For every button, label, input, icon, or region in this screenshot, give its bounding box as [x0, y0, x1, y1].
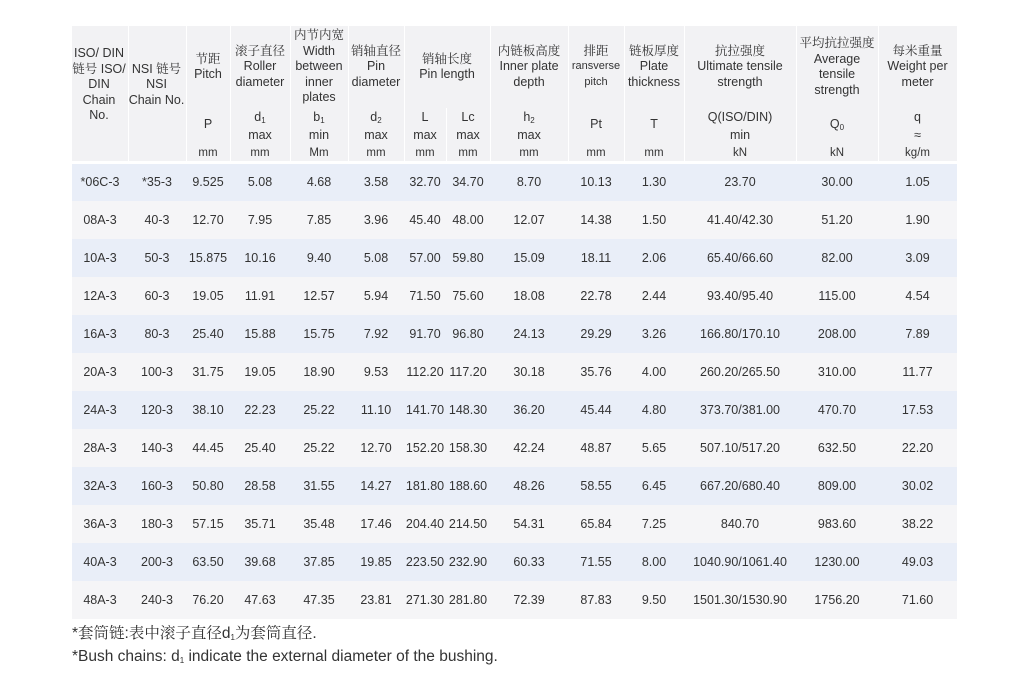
table-cell: 58.55 — [568, 467, 624, 505]
header-col-2 — [290, 26, 348, 108]
header-symbol — [878, 108, 957, 144]
table-row — [72, 163, 957, 201]
symbol-qualifier: max — [517, 127, 541, 142]
table-cell: 158.30 — [446, 429, 490, 467]
symbol-text — [405, 110, 446, 128]
symbol-main: T — [650, 117, 658, 131]
table-cell: 470.70 — [796, 391, 878, 429]
header-pin-length — [404, 26, 490, 108]
table-row — [72, 391, 957, 429]
header-cn: 销轴长度 — [422, 51, 473, 66]
symbol-sub: 2 — [530, 115, 535, 125]
table-cell: 6.45 — [624, 467, 684, 505]
header-symbol — [404, 108, 446, 144]
table-cell: 30.18 — [490, 353, 568, 391]
table-cell: 75.60 — [446, 277, 490, 315]
table-cell: 100-3 — [128, 353, 186, 391]
table-cell: 96.80 — [446, 315, 490, 353]
header-en: Roller diameter — [235, 59, 285, 89]
table-cell: 37.85 — [290, 543, 348, 581]
table-cell: 25.40 — [186, 315, 230, 353]
table-cell: 30.02 — [878, 467, 957, 505]
table-cell: 63.50 — [186, 543, 230, 581]
table-cell: 47.63 — [230, 581, 290, 619]
symbol-qualifier: max — [413, 127, 437, 142]
header-symbol — [230, 108, 290, 144]
table-cell: 19.85 — [348, 543, 404, 581]
table-cell: 50.80 — [186, 467, 230, 505]
header-en: Pitch — [194, 67, 222, 81]
table-cell: 60-3 — [128, 277, 186, 315]
table-cell: 14.38 — [568, 201, 624, 239]
table-cell: 809.00 — [796, 467, 878, 505]
table-cell: 7.89 — [878, 315, 957, 353]
header-unit: kg/m — [878, 144, 957, 163]
symbol-qualifier: ≈ — [914, 127, 921, 142]
symbol-main: Lc — [461, 109, 475, 124]
table-cell: 1.90 — [878, 201, 957, 239]
table-cell: 38.10 — [186, 391, 230, 429]
footnote-en-prefix: *Bush chains: d — [72, 648, 180, 665]
table-cell: 65.40/66.60 — [684, 239, 796, 277]
symbol-text — [349, 110, 404, 128]
table-row — [72, 543, 957, 581]
header-cn: 排距 — [583, 43, 609, 58]
table-cell: 20A-3 — [72, 353, 128, 391]
table-cell: 28.58 — [230, 467, 290, 505]
header-symbol — [290, 108, 348, 144]
header-col-7 — [568, 26, 624, 108]
table-cell: 23.81 — [348, 581, 404, 619]
table-cell: 22.20 — [878, 429, 957, 467]
table-cell: 10A-3 — [72, 239, 128, 277]
table-cell: 15.75 — [290, 315, 348, 353]
table-cell: 2.06 — [624, 239, 684, 277]
table-cell: 18.90 — [290, 353, 348, 391]
table-row — [72, 353, 957, 391]
table-cell: 16A-3 — [72, 315, 128, 353]
table-cell: 112.20 — [404, 353, 446, 391]
table-cell: 45.40 — [404, 201, 446, 239]
symbol-sub: 0 — [839, 123, 845, 132]
table-cell: 141.70 — [404, 391, 446, 429]
table-cell: 24.13 — [490, 315, 568, 353]
header-cn: 销轴直径 — [350, 43, 401, 58]
table-cell: 25.22 — [290, 429, 348, 467]
table-cell: 4.54 — [878, 277, 957, 315]
table-cell: 19.05 — [186, 277, 230, 315]
header-cn: 内节内宽 — [293, 28, 344, 43]
table-cell: 9.53 — [348, 353, 404, 391]
header-names-row — [72, 26, 957, 108]
table-body — [72, 163, 957, 619]
header-unit: mm — [404, 144, 446, 163]
table-cell: 11.10 — [348, 391, 404, 429]
header-en: Pin length — [419, 67, 475, 81]
table-cell: 50-3 — [128, 239, 186, 277]
table-cell: 76.20 — [186, 581, 230, 619]
header-cn: 抗拉强度 — [715, 43, 766, 58]
header-symbol — [796, 108, 878, 144]
table-cell: 08A-3 — [72, 201, 128, 239]
symbol-text — [447, 110, 490, 128]
table-cell: 148.30 — [446, 391, 490, 429]
table-cell: 3.26 — [624, 315, 684, 353]
table-cell: *06C-3 — [72, 163, 128, 201]
table-cell: 51.20 — [796, 201, 878, 239]
header-symbol — [446, 108, 490, 144]
table-cell: 42.24 — [490, 429, 568, 467]
table-row — [72, 315, 957, 353]
table-cell: 49.03 — [878, 543, 957, 581]
table-cell: 204.40 — [404, 505, 446, 543]
symbol-text — [685, 110, 796, 128]
symbol-text — [625, 117, 684, 135]
header-col-10 — [796, 26, 878, 108]
table-cell: 14.27 — [348, 467, 404, 505]
table-cell: 260.20/265.50 — [684, 353, 796, 391]
table-cell: 35.48 — [290, 505, 348, 543]
table-cell: 87.83 — [568, 581, 624, 619]
table-cell: 11.77 — [878, 353, 957, 391]
symbol-main: L — [421, 109, 429, 124]
header-en: Plate thickness — [627, 59, 681, 89]
symbol-main: d — [254, 109, 262, 124]
footnote-cn-suffix: 为套筒直径. — [234, 625, 317, 642]
table-cell: 44.45 — [186, 429, 230, 467]
table-row — [72, 429, 957, 467]
header-cn: 节距 — [195, 51, 221, 66]
header-units-row — [72, 144, 957, 163]
table-cell: 82.00 — [796, 239, 878, 277]
table-cell: 80-3 — [128, 315, 186, 353]
symbol-main: b — [313, 109, 321, 124]
symbol-text — [187, 117, 230, 135]
symbol-sub: 1 — [261, 115, 266, 125]
unit-stub — [128, 144, 186, 163]
footnote-en-suffix: indicate the external diameter of the bushing. — [184, 648, 498, 665]
table-cell: 166.80/170.10 — [684, 315, 796, 353]
table-cell: 5.08 — [348, 239, 404, 277]
table-cell: 223.50 — [404, 543, 446, 581]
header-col-3 — [348, 26, 404, 108]
table-cell: 59.80 — [446, 239, 490, 277]
table-cell: 22.23 — [230, 391, 290, 429]
header-col-9 — [684, 26, 796, 108]
table-cell: 9.50 — [624, 581, 684, 619]
table-cell: 840.70 — [684, 505, 796, 543]
header-symbol — [568, 108, 624, 144]
table-cell: 1756.20 — [796, 581, 878, 619]
table-cell: 4.68 — [290, 163, 348, 201]
header-col-8 — [624, 26, 684, 108]
table-cell: 35.71 — [230, 505, 290, 543]
table-cell: 93.40/95.40 — [684, 277, 796, 315]
header-cn: 每米重量 — [892, 43, 943, 58]
table-cell: 7.92 — [348, 315, 404, 353]
table-cell: 1.05 — [878, 163, 957, 201]
table-cell: 1.50 — [624, 201, 684, 239]
header-symbol — [624, 108, 684, 144]
table-cell: 45.44 — [568, 391, 624, 429]
header-unit: kN — [684, 144, 796, 163]
symbol-main: Q — [829, 117, 840, 131]
symbol-main: d — [370, 109, 378, 124]
table-row — [72, 505, 957, 543]
header-unit: mm — [490, 144, 568, 163]
header-en: ransverse pitch — [571, 60, 621, 88]
symbol-main: Q(ISO/DIN) — [707, 109, 773, 124]
table-cell: 214.50 — [446, 505, 490, 543]
nsi-header-text: NSI 链号 NSI Chain No. — [128, 61, 185, 107]
table-cell: 10.13 — [568, 163, 624, 201]
header-unit: mm — [348, 144, 404, 163]
header-unit: mm — [446, 144, 490, 163]
table-row — [72, 467, 957, 505]
header-cn: 链板厚度 — [629, 43, 680, 58]
table-cell: 57.00 — [404, 239, 446, 277]
table-cell: 4.00 — [624, 353, 684, 391]
table-cell: 8.00 — [624, 543, 684, 581]
table-cell: 9.525 — [186, 163, 230, 201]
table-cell: 12.70 — [348, 429, 404, 467]
table-cell: 40A-3 — [72, 543, 128, 581]
table-cell: 23.70 — [684, 163, 796, 201]
table-row — [72, 239, 957, 277]
table-cell: 47.35 — [290, 581, 348, 619]
header-symbol — [186, 108, 230, 144]
table-cell: 10.16 — [230, 239, 290, 277]
header-symbol — [348, 108, 404, 144]
footnote-en — [72, 647, 498, 670]
header-cn: 内链板高度 — [497, 43, 561, 58]
table-cell: 1501.30/1530.90 — [684, 581, 796, 619]
table-cell: 7.85 — [290, 201, 348, 239]
table-row — [72, 201, 957, 239]
symbol-qualifier: max — [456, 127, 480, 142]
header-symbols-row — [72, 108, 957, 144]
symbol-main: h — [523, 109, 531, 124]
table-cell: 22.78 — [568, 277, 624, 315]
header-en: Ultimate tensile strength — [697, 59, 783, 89]
header-unit: mm — [230, 144, 290, 163]
table-cell: 19.05 — [230, 353, 290, 391]
table-cell: 232.90 — [446, 543, 490, 581]
header-en: Width between inner plates — [295, 43, 343, 105]
table-cell: 35.76 — [568, 353, 624, 391]
header-col-0 — [186, 26, 230, 108]
iso-din-chain-no-header — [72, 26, 128, 144]
footnote-cn-sub: 1 — [230, 633, 235, 642]
table-cell: 48.00 — [446, 201, 490, 239]
table-cell: 29.29 — [568, 315, 624, 353]
table-cell: 117.20 — [446, 353, 490, 391]
table-row — [72, 581, 957, 619]
symbol-main: Pt — [590, 117, 602, 131]
chain-spec-table — [72, 26, 958, 619]
header-cn: 滚子直径 — [234, 43, 285, 58]
footnotes — [72, 624, 498, 670]
table-cell: 3.96 — [348, 201, 404, 239]
table-cell: 25.22 — [290, 391, 348, 429]
header-unit: mm — [568, 144, 624, 163]
table-cell: 667.20/680.40 — [684, 467, 796, 505]
symbol-text — [291, 110, 348, 128]
table-cell: 2.44 — [624, 277, 684, 315]
table-row — [72, 277, 957, 315]
table-cell: 240-3 — [128, 581, 186, 619]
table-cell: 115.00 — [796, 277, 878, 315]
table-cell: 3.09 — [878, 239, 957, 277]
table-cell: 507.10/517.20 — [684, 429, 796, 467]
table-cell: 310.00 — [796, 353, 878, 391]
table-cell: 9.40 — [290, 239, 348, 277]
table-cell: 200-3 — [128, 543, 186, 581]
table-cell: 5.08 — [230, 163, 290, 201]
header-en: Average tensile strength — [813, 51, 861, 97]
table-cell: 12A-3 — [72, 277, 128, 315]
table-cell: 28A-3 — [72, 429, 128, 467]
table-cell: 30.00 — [796, 163, 878, 201]
symbol-qualifier: max — [364, 127, 388, 142]
table-cell: 32.70 — [404, 163, 446, 201]
header-col-11 — [878, 26, 957, 108]
table-cell: 18.08 — [490, 277, 568, 315]
table-cell: 632.50 — [796, 429, 878, 467]
symbol-qualifier: min — [308, 127, 330, 142]
table-cell: 54.31 — [490, 505, 568, 543]
header-en: Inner plate depth — [499, 59, 559, 89]
table-cell: 5.65 — [624, 429, 684, 467]
table-cell: 983.60 — [796, 505, 878, 543]
table-cell: 71.50 — [404, 277, 446, 315]
header-unit: kN — [796, 144, 878, 163]
table-cell: 38.22 — [878, 505, 957, 543]
table-cell: 48.87 — [568, 429, 624, 467]
header-en: Weight per meter — [887, 59, 948, 89]
header-unit: Mm — [290, 144, 348, 163]
table-cell: 72.39 — [490, 581, 568, 619]
table-cell: 36A-3 — [72, 505, 128, 543]
table-cell: 71.60 — [878, 581, 957, 619]
footnote-en-sub: 1 — [179, 656, 185, 665]
table-cell: 3.58 — [348, 163, 404, 201]
header-unit: mm — [624, 144, 684, 163]
table-cell: 208.00 — [796, 315, 878, 353]
header-cn: 平均抗拉强度 — [799, 36, 875, 50]
footnote-cn-prefix: *套筒链:表中滚子直径d — [72, 625, 231, 642]
header-col-6 — [490, 26, 568, 108]
header-symbol — [684, 108, 796, 144]
symbol-sub: 2 — [377, 115, 382, 125]
table-cell: 48.26 — [490, 467, 568, 505]
header-col-1 — [230, 26, 290, 108]
symbol-text — [491, 110, 568, 128]
table-cell: 31.75 — [186, 353, 230, 391]
symbol-main: q — [914, 109, 921, 124]
table-cell: 120-3 — [128, 391, 186, 429]
symbol-qualifier: min — [729, 127, 751, 142]
table-cell: 5.94 — [348, 277, 404, 315]
table-cell: 180-3 — [128, 505, 186, 543]
table-cell: 1230.00 — [796, 543, 878, 581]
table-cell: 15.88 — [230, 315, 290, 353]
table-cell: 188.60 — [446, 467, 490, 505]
table-cell: 25.40 — [230, 429, 290, 467]
table-cell: 8.70 — [490, 163, 568, 201]
symbol-main: P — [203, 117, 213, 131]
table-cell: 60.33 — [490, 543, 568, 581]
table-cell: 140-3 — [128, 429, 186, 467]
table-cell: 31.55 — [290, 467, 348, 505]
table-cell: 271.30 — [404, 581, 446, 619]
unit-stub — [72, 144, 128, 163]
table-cell: 57.15 — [186, 505, 230, 543]
header-en: Pin diameter — [351, 59, 401, 89]
table-cell: 281.80 — [446, 581, 490, 619]
table-cell: 91.70 — [404, 315, 446, 353]
table-cell: 7.95 — [230, 201, 290, 239]
table-cell: 71.55 — [568, 543, 624, 581]
symbol-text — [569, 117, 624, 135]
table-cell: 17.46 — [348, 505, 404, 543]
symbol-qualifier: max — [248, 127, 272, 142]
table-cell: 1.30 — [624, 163, 684, 201]
table-cell: 32A-3 — [72, 467, 128, 505]
table-cell: 41.40/42.30 — [684, 201, 796, 239]
table-cell: 39.68 — [230, 543, 290, 581]
table-cell: 18.11 — [568, 239, 624, 277]
table-cell: *35-3 — [128, 163, 186, 201]
symbol-text — [231, 110, 290, 128]
table-cell: 1040.90/1061.40 — [684, 543, 796, 581]
table-cell: 24A-3 — [72, 391, 128, 429]
table-cell: 36.20 — [490, 391, 568, 429]
symbol-text — [879, 110, 957, 128]
nsi-chain-no-header — [128, 26, 186, 144]
table-cell: 4.80 — [624, 391, 684, 429]
header-symbol — [490, 108, 568, 144]
table-cell: 34.70 — [446, 163, 490, 201]
table-cell: 152.20 — [404, 429, 446, 467]
table-cell: 160-3 — [128, 467, 186, 505]
footnote-cn — [72, 624, 498, 647]
table-cell: 40-3 — [128, 201, 186, 239]
table-cell: 7.25 — [624, 505, 684, 543]
table-cell: 11.91 — [230, 277, 290, 315]
table-cell: 15.09 — [490, 239, 568, 277]
table-cell: 15.875 — [186, 239, 230, 277]
table-cell: 12.57 — [290, 277, 348, 315]
table-cell: 373.70/381.00 — [684, 391, 796, 429]
table-cell: 17.53 — [878, 391, 957, 429]
symbol-text — [797, 117, 878, 135]
table-cell: 12.70 — [186, 201, 230, 239]
header-unit: mm — [186, 144, 230, 163]
table-cell: 65.84 — [568, 505, 624, 543]
symbol-sub: 1 — [320, 115, 325, 125]
table-cell: 12.07 — [490, 201, 568, 239]
iso-din-header-text: ISO/ DIN 链号 ISO/ DIN Chain No. — [72, 46, 126, 123]
table-cell: 48A-3 — [72, 581, 128, 619]
table-cell: 181.80 — [404, 467, 446, 505]
